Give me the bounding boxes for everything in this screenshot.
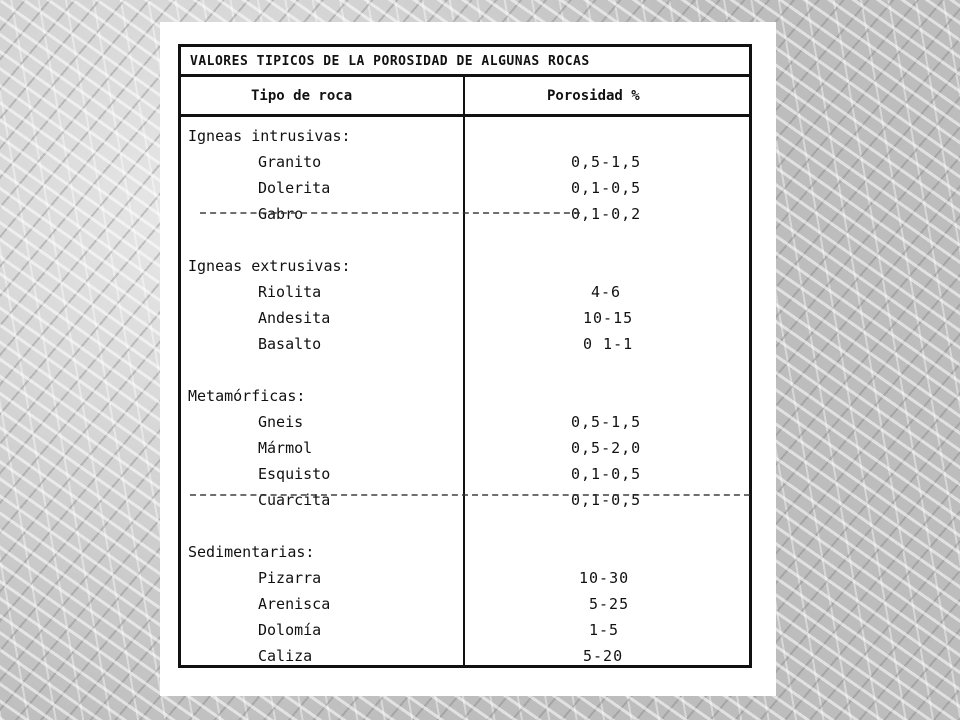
- porosity-value: 5-20: [583, 647, 624, 665]
- table-row: [181, 205, 749, 231]
- rock-name: Arenisca: [258, 595, 331, 613]
- porosity-value: 10-15: [583, 309, 634, 327]
- porosity-value: 0,5-2,0: [571, 439, 642, 457]
- category-row: [181, 127, 749, 153]
- porosity-value: 0,1-0,5: [571, 465, 642, 483]
- table-row: [181, 335, 749, 361]
- rock-name: Dolomía: [258, 621, 322, 639]
- rock-name: Mármol: [258, 439, 313, 457]
- porosity-value: 0,1-0,2: [571, 205, 642, 223]
- porosity-table: [178, 44, 752, 668]
- porosity-value: 10-30: [579, 569, 630, 587]
- table-row: [181, 595, 749, 621]
- table-title: VALORES TIPICOS DE LA POROSIDAD DE ALGUNAS ROCAS: [181, 47, 749, 77]
- rock-name: Cuarcita: [258, 491, 331, 509]
- rock-name: Caliza: [258, 647, 313, 665]
- category-label: Metamórficas:: [188, 387, 306, 405]
- rock-name: Gabro: [258, 205, 304, 223]
- rock-name: Esquisto: [258, 465, 331, 483]
- rock-name: Granito: [258, 153, 322, 171]
- category-row: [181, 543, 749, 569]
- category-row: [181, 387, 749, 413]
- scan-artifact-line: [200, 212, 580, 215]
- category-label: Igneas extrusivas:: [188, 257, 351, 275]
- scanned-sheet: [160, 22, 776, 696]
- category-row: [181, 257, 749, 283]
- porosity-value: 0 1-1: [583, 335, 634, 353]
- rock-name: Basalto: [258, 335, 322, 353]
- porosity-value: 0,5-1,5: [571, 413, 642, 431]
- porosity-value: 1-5: [589, 621, 620, 639]
- porosity-value: 4-6: [591, 283, 622, 301]
- table-row: [181, 413, 749, 439]
- table-header: [181, 77, 749, 117]
- rock-name: Pizarra: [258, 569, 322, 587]
- rock-name: Dolerita: [258, 179, 331, 197]
- table-row: [181, 569, 749, 595]
- table-row: [181, 621, 749, 647]
- table-row: [181, 179, 749, 205]
- header-porosity: Porosidad %: [547, 88, 640, 104]
- table-row: [181, 283, 749, 309]
- porosity-value: 0,1-0,5: [571, 179, 642, 197]
- table-row: [181, 647, 749, 673]
- porosity-value: 5-25: [589, 595, 630, 613]
- table-row: [181, 309, 749, 335]
- table-row: [181, 439, 749, 465]
- porosity-value: 0,5-1,5: [571, 153, 642, 171]
- rock-name: Andesita: [258, 309, 331, 327]
- scan-artifact-line: [190, 494, 750, 497]
- category-label: Sedimentarias:: [188, 543, 315, 561]
- porosity-value: 0,1-0,5: [571, 491, 642, 509]
- table-row: [181, 153, 749, 179]
- rock-name: Riolita: [258, 283, 322, 301]
- header-rock-type: Tipo de roca: [251, 88, 353, 104]
- table-body: [181, 117, 749, 665]
- category-label: Igneas intrusivas:: [188, 127, 351, 145]
- table-row: [181, 465, 749, 491]
- rock-name: Gneis: [258, 413, 304, 431]
